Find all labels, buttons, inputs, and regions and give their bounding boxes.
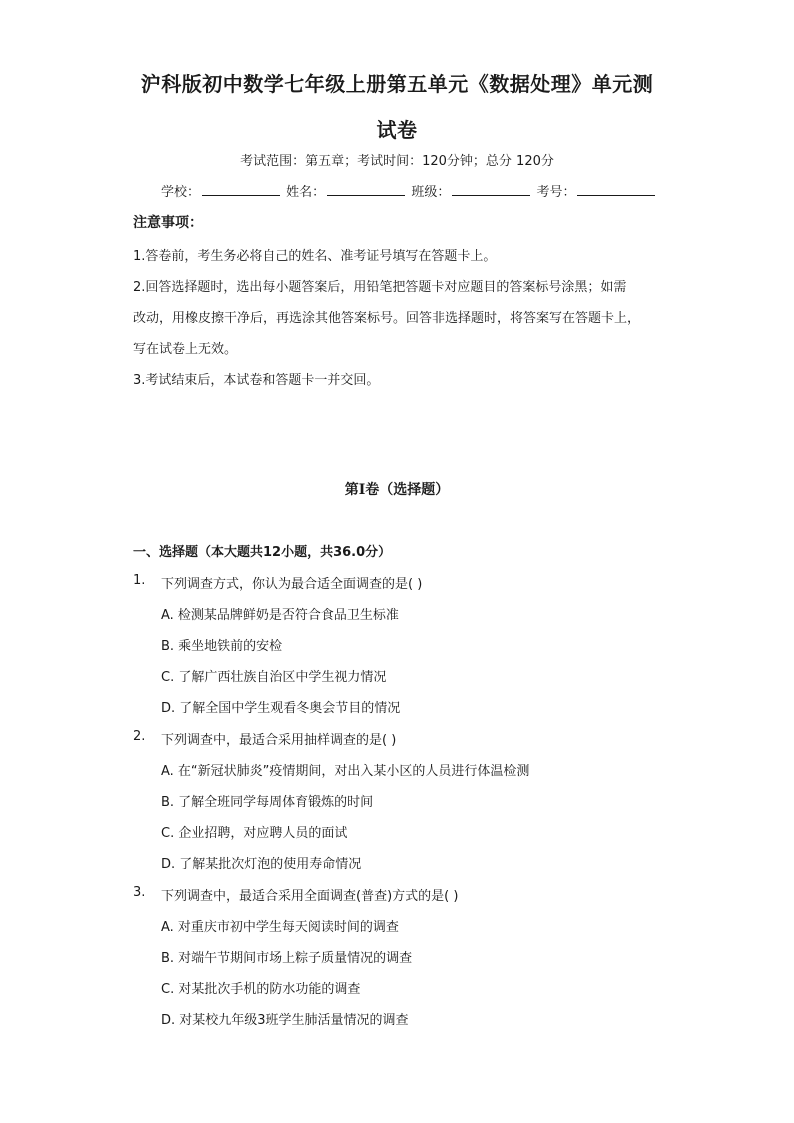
question-text: 下列调查中，最适合采用全面调查(普查)方式的是( ) (161, 889, 459, 904)
page-title-line1: 沪科版初中数学七年级上册第五单元《数据处理》单元测 (140, 72, 654, 96)
section-title: 一、选择题（本大题共12小题，共36.0分） (133, 545, 392, 560)
class-blank (452, 183, 530, 196)
option-d: D. 了解全国中学生观看冬奥会节目的情况 (161, 701, 401, 716)
question-text: 下列调查方式，你认为最合适全面调查的是( ) (161, 577, 423, 592)
notice-heading: 注意事项： (133, 215, 203, 231)
notice-line-2a: 2.回答选择题时，选出每小题答案后，用铅笔把答题卡对应题目的答案标号涂黑；如需 (133, 280, 627, 295)
option-c: C. 了解广西壮族自治区中学生视力情况 (161, 670, 387, 685)
option-b: B. 了解全班同学每周体育锻炼的时间 (161, 795, 374, 810)
question-number: 1. (133, 573, 146, 588)
notice-line-1: 1.答卷前，考生务必将自己的姓名、准考证号填写在答题卡上。 (133, 249, 497, 264)
exam-subtitle: 考试范围：第五章；考试时间：120分钟；总分 120分 (240, 154, 554, 169)
exam-no-blank (577, 183, 655, 196)
option-d: D. 了解某批次灯泡的使用寿命情况 (161, 857, 362, 872)
school-blank (202, 183, 280, 196)
school-label: 学校： (161, 185, 201, 200)
notice-line-2c: 写在试卷上无效。 (133, 342, 238, 357)
exam-no-label: 考号： (536, 185, 576, 200)
student-info-row (161, 181, 657, 200)
name-blank (327, 183, 405, 196)
class-label: 班级： (411, 185, 451, 200)
question-number: 3. (133, 885, 146, 900)
option-d: D. 对某校九年级3班学生肺活量情况的调查 (161, 1013, 409, 1028)
question-text: 下列调查中，最适合采用抽样调查的是( ) (161, 733, 397, 748)
question-number: 2. (133, 729, 146, 744)
option-a: A. 在“新冠状肺炎”疫情期间，对出入某小区的人员进行体温检测 (161, 764, 530, 779)
name-label: 姓名： (286, 185, 326, 200)
option-c: C. 企业招聘，对应聘人员的面试 (161, 826, 348, 841)
notice-line-3: 3.考试结束后，本试卷和答题卡一并交回。 (133, 373, 380, 388)
notice-line-2b: 改动，用橡皮擦干净后，再选涂其他答案标号。回答非选择题时，将答案写在答题卡上， (133, 311, 641, 326)
option-b: B. 乘坐地铁前的安检 (161, 639, 283, 654)
page-title-line2: 试卷 (376, 118, 418, 142)
option-c: C. 对某批次手机的防水功能的调查 (161, 982, 361, 997)
volume-title: 第Ⅰ卷（选择题） (344, 482, 450, 498)
option-a: A. 检测某品牌鲜奶是否符合食品卫生标准 (161, 608, 399, 623)
option-a: A. 对重庆市初中学生每天阅读时间的调查 (161, 920, 399, 935)
option-b: B. 对端午节期间市场上粽子质量情况的调查 (161, 951, 413, 966)
